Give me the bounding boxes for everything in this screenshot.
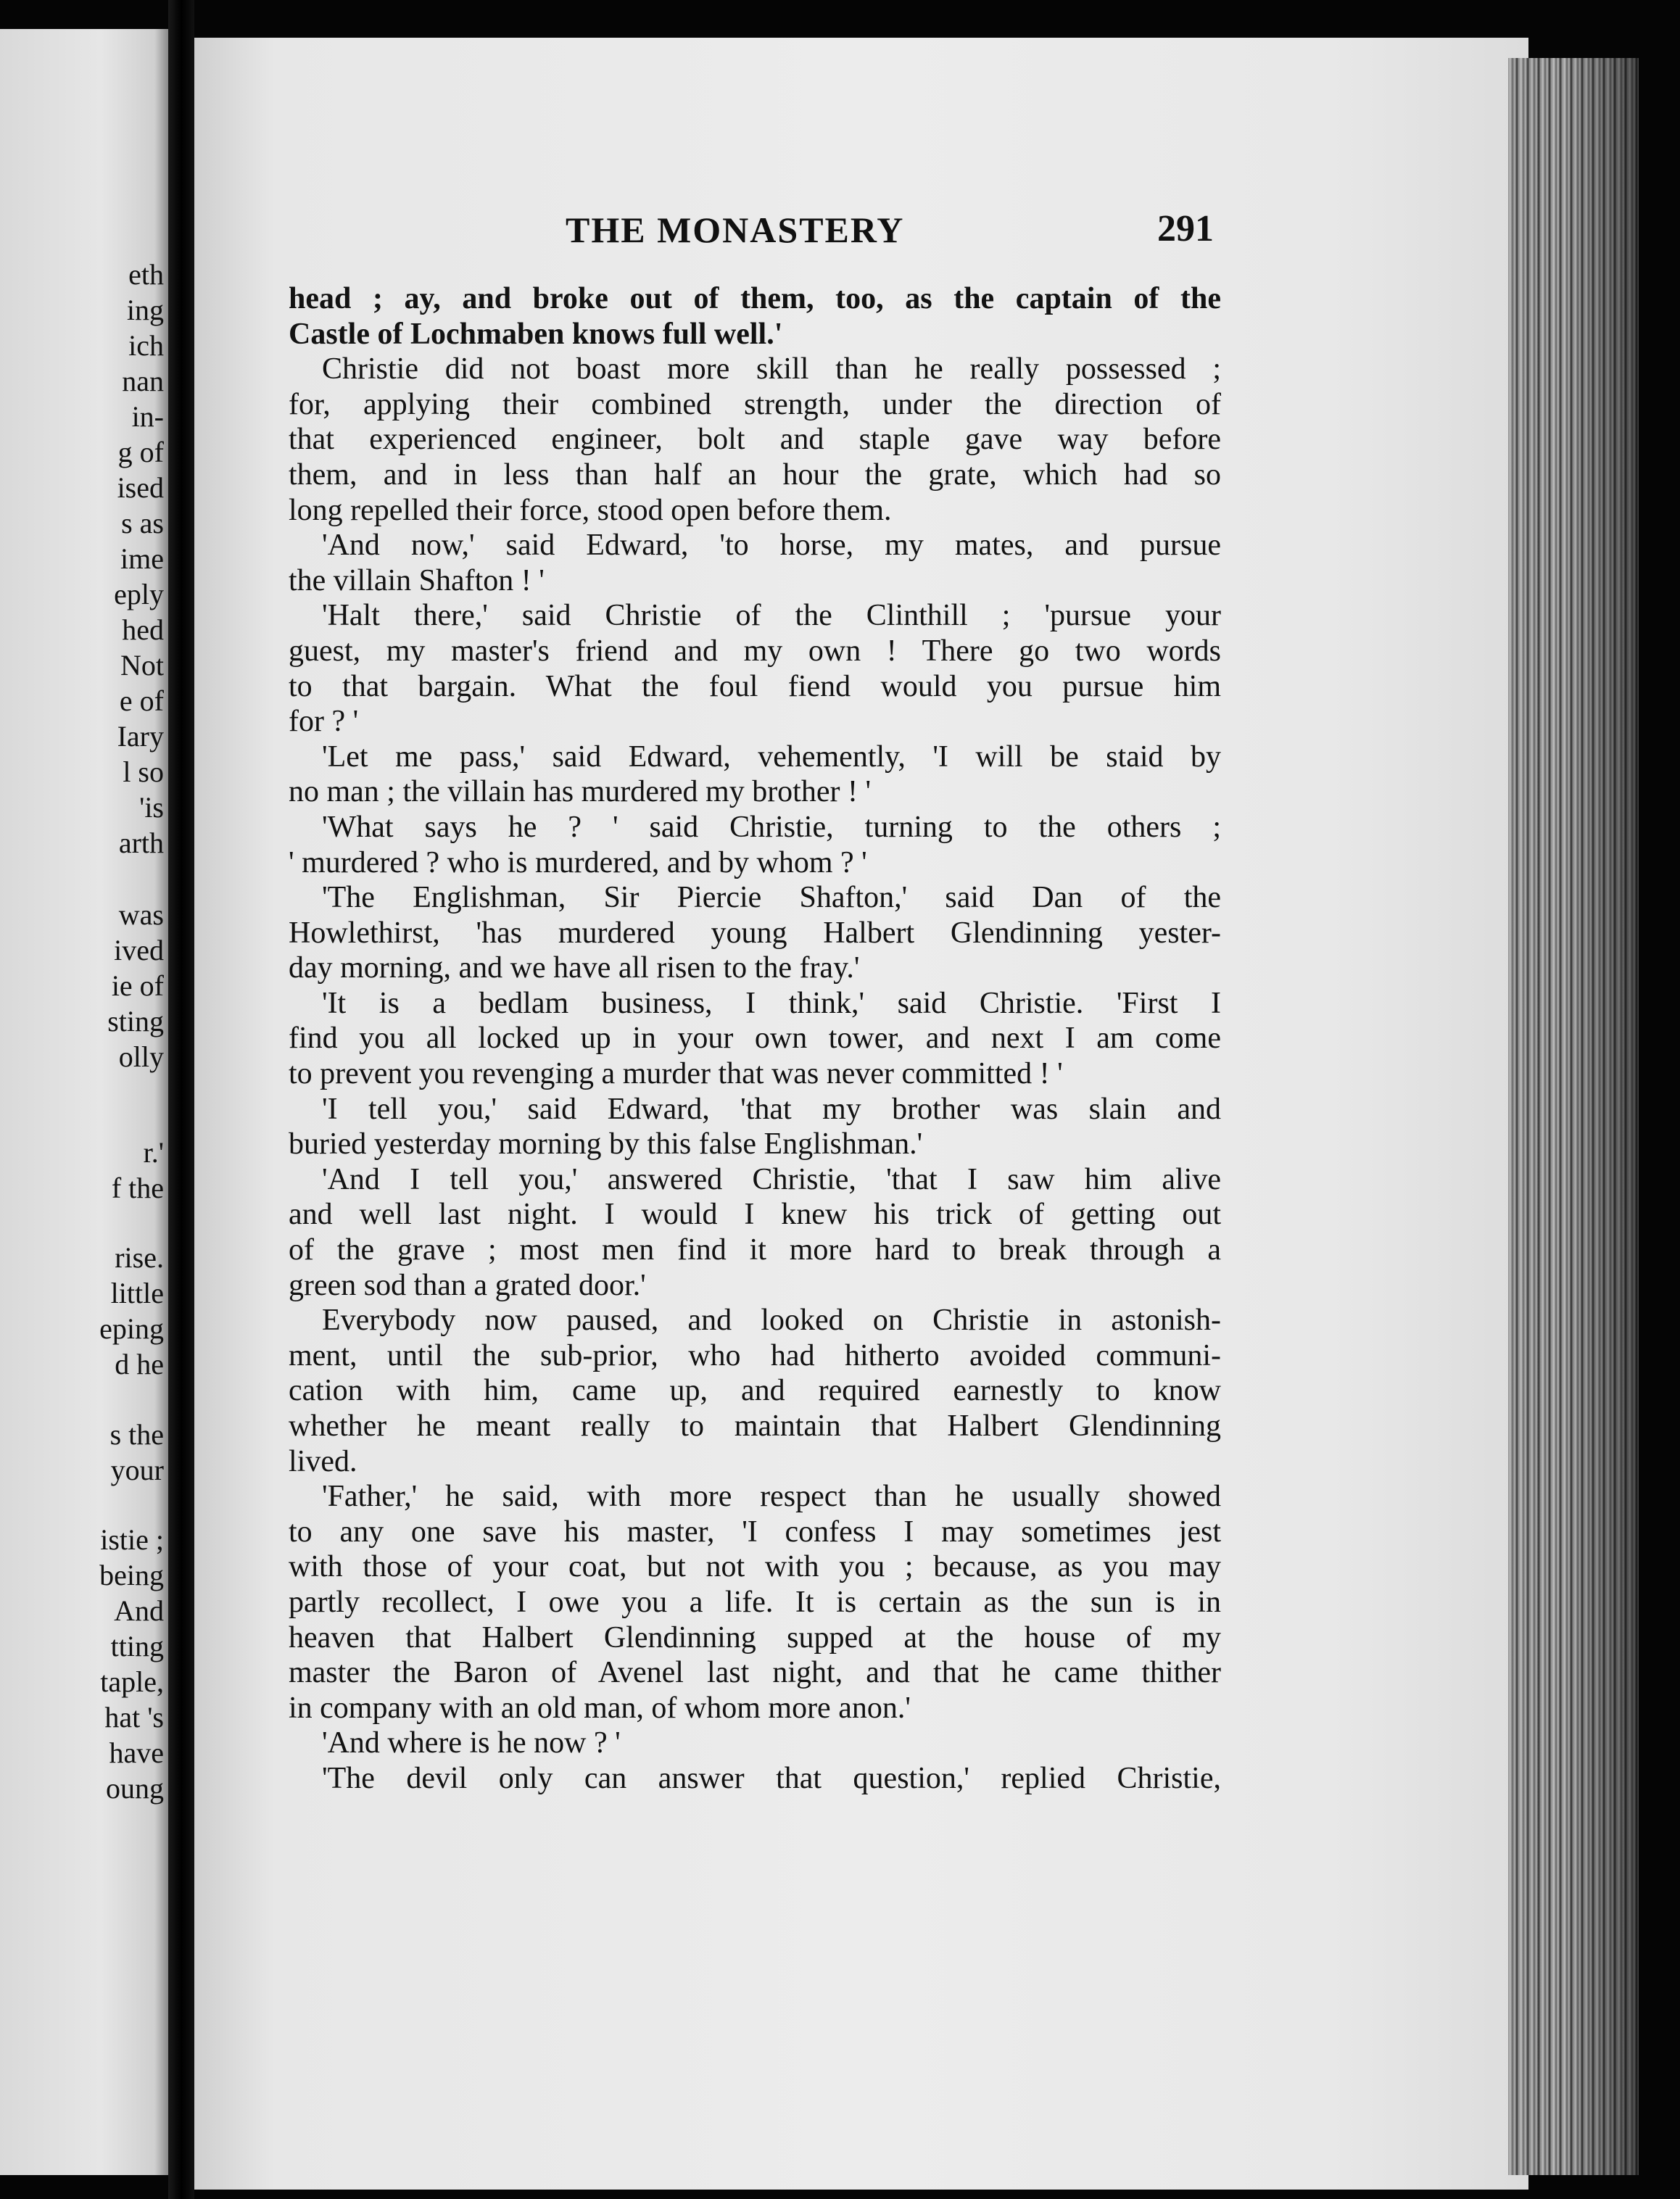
text-line: Howlethirst, 'has murdered young Halbert Glendinning yester- <box>289 916 1221 950</box>
page-edges-shadow <box>1508 58 1639 2175</box>
text-line: and well last night. I would I knew his trick of getting out <box>289 1198 1221 1232</box>
text-line: buried yesterday morning by this false Englishman.' <box>289 1127 923 1161</box>
left-page-fragment: eply <box>114 578 164 610</box>
left-page-fragment: d he <box>115 1348 164 1380</box>
text-line: for ? ' <box>289 705 359 739</box>
text-line: day morning, and we have all risen to the fray.' <box>289 951 860 985</box>
left-page-fragment: arth <box>118 827 164 859</box>
left-page-fragment: oung <box>106 1772 164 1805</box>
text-line: in company with an old man, of whom more anon.' <box>289 1691 911 1725</box>
left-page-fragment: eth <box>128 258 164 291</box>
text-line: with those of your coat, but not with you ; because, as you may <box>289 1550 1221 1584</box>
left-page-fragment: have <box>109 1736 164 1769</box>
left-page-fragment: ing <box>126 294 164 326</box>
running-head-title: THE MONASTERY <box>566 210 905 250</box>
left-page-fragment: r.' <box>143 1136 164 1169</box>
left-page-fragment: hat 's <box>104 1701 164 1734</box>
left-page-fragment: And <box>114 1594 164 1627</box>
text-line: 'Let me pass,' said Edward, vehemently, 'I will be staid by <box>322 740 1221 774</box>
text-line: Christie did not boast more skill than he really possessed ; <box>322 352 1221 386</box>
left-page-fragment: f the <box>111 1172 164 1204</box>
text-line: lived. <box>289 1444 357 1478</box>
left-page-fragment: Not <box>120 649 164 682</box>
left-page-fragment: 'is <box>139 791 164 824</box>
text-line: find you all locked up in your own tower, and next I am come <box>289 1022 1221 1056</box>
page-number: 291 <box>1157 208 1214 249</box>
left-page-fragment: ime <box>120 542 164 575</box>
text-line: Castle of Lochmaben knows full well.' <box>289 317 783 351</box>
text-line: to prevent you revenging a murder that was never committed ! ' <box>289 1057 1063 1091</box>
book-gutter <box>168 0 194 2199</box>
left-page-fragment: l so <box>123 755 164 788</box>
left-page-fragment: ie of <box>111 969 164 1002</box>
left-page-fragment: ich <box>128 329 164 362</box>
left-page-fragment: e of <box>119 684 164 717</box>
text-line: 'And now,' said Edward, 'to horse, my mates, and pursue <box>322 529 1221 563</box>
text-line: the villain Shafton ! ' <box>289 563 545 597</box>
text-line: cation with him, came up, and required earnestly to know <box>289 1374 1221 1408</box>
left-page-fragment: your <box>110 1454 164 1486</box>
text-line: of the grave ; most men find it more hard to break through a <box>289 1233 1221 1267</box>
left-page-fragment: ised <box>117 471 164 504</box>
text-line: long repelled their force, stood open before them. <box>289 493 892 527</box>
text-line: 'Father,' he said, with more respect than he usually showed <box>322 1480 1221 1514</box>
text-line: for, applying their combined strength, under the direction of <box>289 387 1221 421</box>
text-line: head ; ay, and broke out of them, too, as the captain of the <box>289 282 1221 315</box>
left-page-fragment: eping <box>99 1312 164 1345</box>
text-line: 'And I tell you,' answered Christie, 'that I saw him alive <box>322 1162 1221 1196</box>
text-line: that experienced engineer, bolt and staple gave way before <box>289 423 1221 457</box>
left-page-fragment: being <box>99 1559 164 1591</box>
text-line: ment, until the sub-prior, who had hitherto avoided communi- <box>289 1338 1221 1372</box>
text-line: to that bargain. What the foul fiend would you pursue him <box>289 669 1221 703</box>
text-line: ' murdered ? who is murdered, and by whom ? ' <box>289 845 867 879</box>
left-facing-page <box>0 29 168 2175</box>
text-line: guest, my master's friend and my own ! There go two words <box>289 634 1221 668</box>
left-page-fragment: in- <box>131 400 164 433</box>
left-page-fragment: g of <box>117 436 164 468</box>
text-line: Everybody now paused, and looked on Christie in astonish- <box>322 1304 1221 1338</box>
text-line: master the Baron of Avenel last night, and that he came thither <box>289 1656 1221 1690</box>
left-page-fragment: little <box>110 1277 164 1309</box>
left-page-fragment: tting <box>110 1630 164 1662</box>
left-page-fragment: hed <box>122 613 164 646</box>
text-line: whether he meant really to maintain that Halbert Glendinning <box>289 1409 1221 1443</box>
text-line: 'Halt there,' said Christie of the Clinthill ; 'pursue your <box>322 599 1221 633</box>
text-line: 'The devil only can answer that question,' replied Christie, <box>322 1761 1221 1795</box>
text-line: to any one save his master, 'I confess I may sometimes jest <box>289 1515 1221 1549</box>
text-line: no man ; the villain has murdered my brother ! ' <box>289 775 872 809</box>
left-page-fragment: ived <box>114 934 164 966</box>
text-line: them, and in less than half an hour the grate, which had so <box>289 457 1221 492</box>
text-line: partly recollect, I owe you a life. It is certain as the sun is in <box>289 1585 1221 1619</box>
text-line: 'And where is he now ? ' <box>322 1726 621 1760</box>
text-line: heaven that Halbert Glendinning supped at the house of my <box>289 1620 1221 1655</box>
left-page-fragment: sting <box>107 1005 164 1038</box>
left-page-fragment: nan <box>122 365 164 397</box>
left-page-fragment: Iary <box>117 720 164 753</box>
left-page-fragment: s the <box>109 1418 164 1451</box>
text-line: 'It is a bedlam business, I think,' said Christie. 'First I <box>322 986 1221 1020</box>
text-line: 'I tell you,' said Edward, 'that my brother was slain and <box>322 1092 1221 1126</box>
body-text <box>289 281 1221 1797</box>
text-line: 'The Englishman, Sir Piercie Shafton,' said Dan of the <box>322 881 1221 915</box>
left-page-fragment: taple, <box>100 1665 164 1698</box>
text-line: 'What says he ? ' said Christie, turning to the others ; <box>322 810 1221 844</box>
left-page-fragment: istie ; <box>100 1523 164 1556</box>
left-page-fragment: olly <box>118 1040 164 1073</box>
left-page-fragment: s as <box>121 507 164 539</box>
text-line: green sod than a grated door.' <box>289 1268 646 1302</box>
left-page-fragment: was <box>118 898 164 931</box>
left-page-fragment: rise. <box>115 1241 164 1274</box>
